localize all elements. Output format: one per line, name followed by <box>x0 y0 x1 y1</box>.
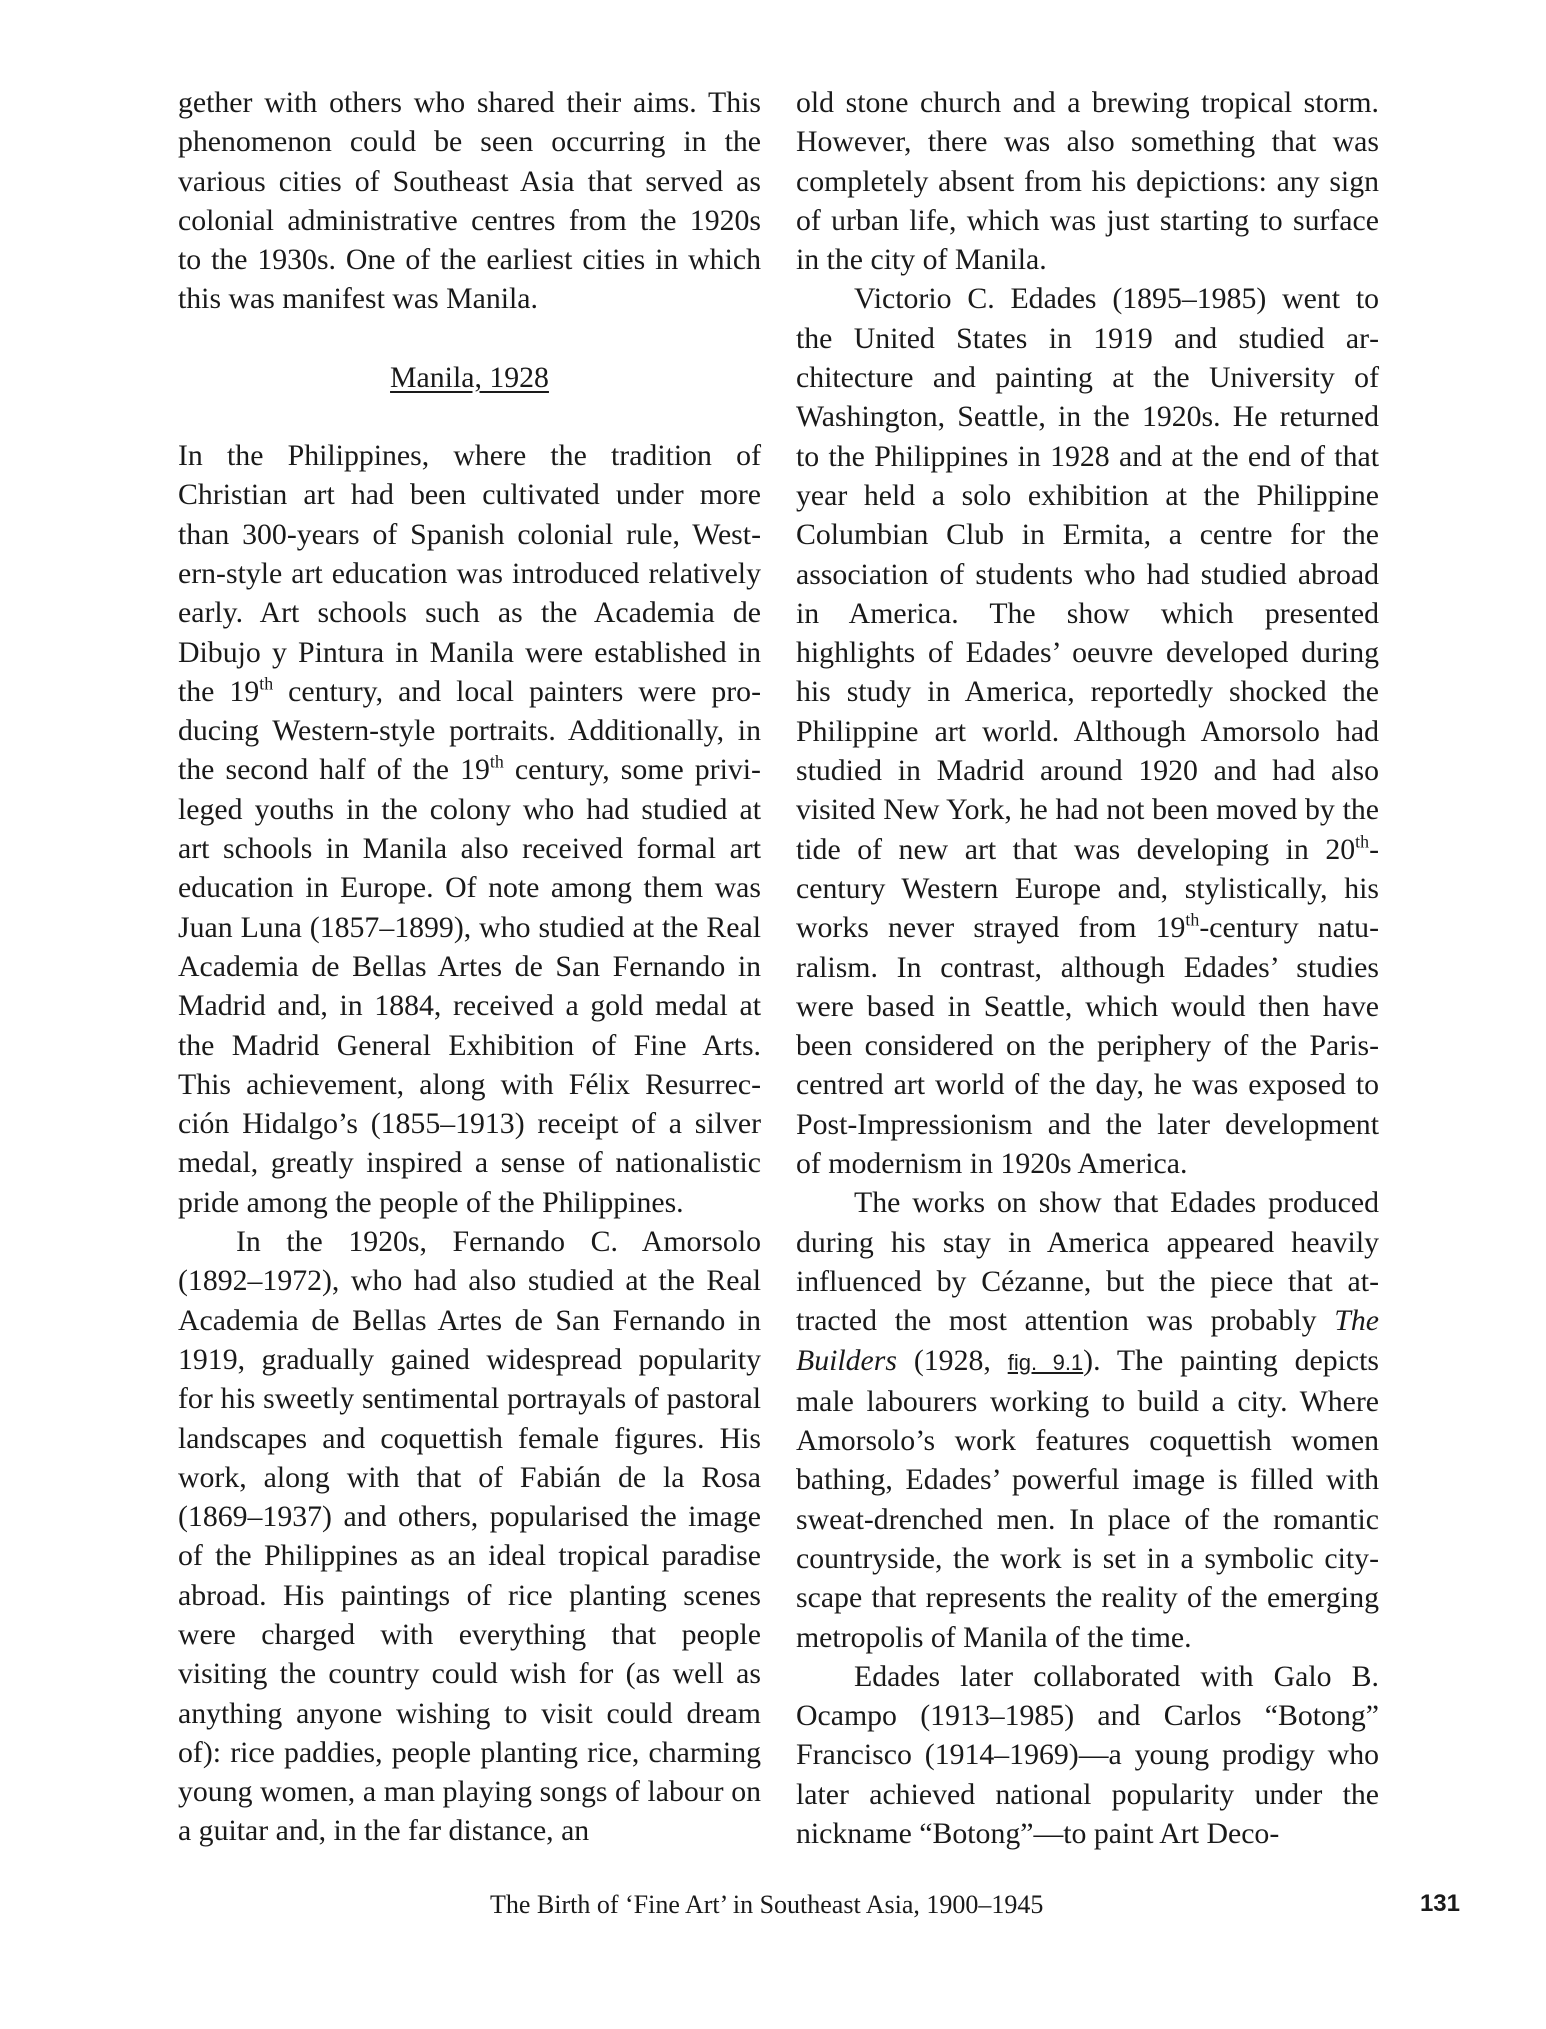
superscript: th <box>259 673 274 694</box>
section-heading: Manila, 1928 <box>390 360 549 394</box>
artwork-title: The Builders <box>796 1304 1379 1377</box>
paragraph-edades <box>796 279 1379 1183</box>
paragraph-intro-continued: gether with others who shared their aims. This phenomenon could be seen occurring in the various cities of Southeast Asia that served as colonial administrative centres from the 1920s to the 1930s. One of the earliest cities in which this was manifest was Manila. <box>178 86 761 316</box>
left-column <box>178 83 761 1851</box>
superscript: th <box>1185 909 1200 930</box>
text-run: century, some privileged youths in the colony who had studied at art schools in Manila also received formal art education in Europe. Of note among them was Juan Luna (1857–1899), who studied at the Real Academia de Bellas Artes de San Fernando in Madrid and, in 1884, received a gold medal at the Madrid General Exhibition of Fine Arts. This achievement, along with Félix Resurrección Hidalgo’s (1855–1913) receipt of a silver medal, greatly inspired a sense of nationalistic pride among the people of the Philippines. <box>178 753 761 1219</box>
superscript: th <box>1355 831 1370 852</box>
text-run: (1928, <box>896 1343 1008 1377</box>
text-run: The works on show that Edades produced during his stay in America appeared heavily influenced by Cézanne, but the piece that attracted the most attention was probably <box>796 1186 1379 1338</box>
paragraph-collaboration: Edades later collaborated with Galo B. Ocampo (1913–1985) and Carlos “Botong” Francisco (1914–1969)—a young prodigy who later achieved national popularity under the nickname “Botong”—to paint Art Deco- <box>796 1659 1379 1851</box>
figure-reference-link[interactable]: fig. 9.1 <box>1007 1349 1084 1375</box>
paragraph-the-builders <box>796 1183 1379 1657</box>
text-run: -century naturalism. In contrast, although Edades’ studies were based in Seattle, which would then have been considered on the periphery of the Paris-centred art world of the day, he was exposed to Post-Impressionism and the later development of modernism in 1920s America. <box>796 911 1379 1181</box>
page-number: 131 <box>1419 1890 1460 1917</box>
superscript: th <box>489 751 504 772</box>
running-footer-title: The Birth of ‘Fine Art’ in Southeast Asia, 1900–1945 <box>490 1890 1044 1919</box>
text-run: -century Western Europe and, stylistically, his works never strayed from 19 <box>796 832 1379 945</box>
text-run: century, and local painters were producing Western-style portraits. Additionally, in the second half of the 19 <box>178 674 761 787</box>
text-run: In the Philippines, where the tradition of Christian art had been cultivated under more than 300-years of Spanish colonial rule, Western-style art education was introduced relatively early. Art schools such as the Academia de Dibujo y Pintura in Manila were established in the 19 <box>178 439 761 708</box>
text-run: ). The painting depicts male labourers working to build a city. Where Amorsolo’s work features coquettish women bathing, Edades’ powerful image is filled with sweat-drenched men. In place of the romantic countryside, the work is set in a symbolic cityscape that represents the reality of the emerging metropolis of Manila of the time. <box>796 1343 1379 1654</box>
paragraph-continued: old stone church and a brewing tropical storm. However, there was also something that was completely absent from his depictions: any sign of urban life, which was just starting to surface in the city of Manila. <box>796 86 1379 277</box>
paragraph-amorsolo: In the 1920s, Fernando C. Amorsolo (1892–1972), who had also studied at the Real Academia de Bellas Artes de San Fernando in 1919, gradually gained widespread popularity for his sweetly sentimental portrayals of pastoral landscapes and coquettish female figures. His work, along with that of Fabián de la Rosa (1869–1937) and others, popularised the image of the Philippines as an ideal tropical paradise abroad. His paintings of rice planting scenes were charged with everything that people visiting the country could wish for (as well as anything anyone wishing to visit could dream of): rice paddies, people planting rice, charming young women, a man playing songs of labour on a guitar and, in the far distance, an <box>178 1225 761 1848</box>
text-run: Victorio C. Edades (1895–1985) went to the United States in 1919 and studied architecture and painting at the University of Washington, Seattle, in the 1920s. He returned to the Philippines in 1928 and at the end of that year held a solo exhibition at the Philippine Columbian Club in Ermita, a centre for the association of students who had studied abroad in America. The show which presented highlights of Edades’ oeuvre developed during his study in America, reportedly shocked the Philippine art world. Although Amorsolo had studied in Madrid around 1920 and had also visited New York, he had not been moved by the tide of new art that was developing in 20 <box>796 282 1379 866</box>
right-column <box>796 83 1379 1853</box>
paragraph-philippines-tradition <box>178 436 761 1222</box>
